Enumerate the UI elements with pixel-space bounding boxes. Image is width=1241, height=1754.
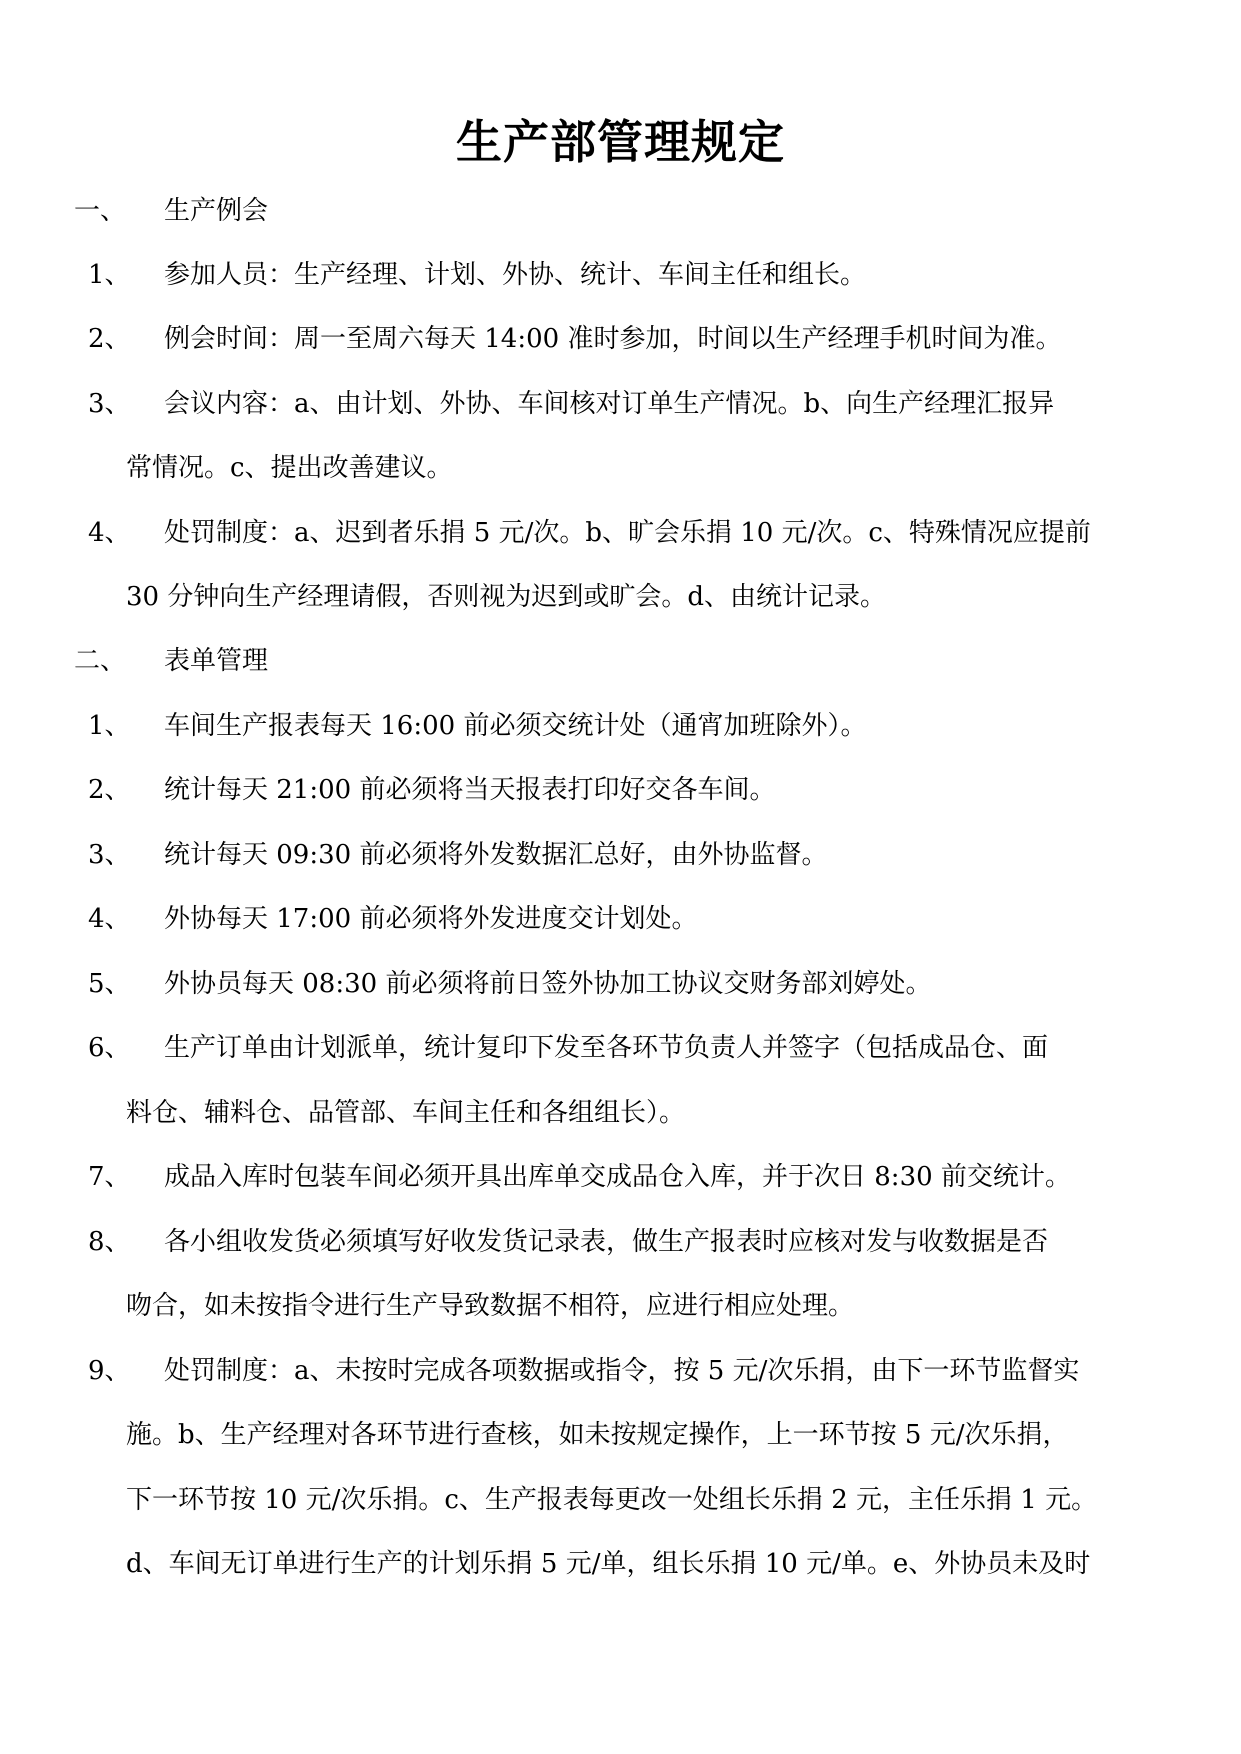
list-item [0, 770, 1241, 810]
section-heading [0, 191, 1241, 231]
list-item [0, 706, 1241, 746]
item-text-continued: 料仓、辅料仓、品管部、车间主任和各组组长）。 [126, 1098, 686, 1128]
list-item [0, 513, 1241, 553]
section-title: 生产例会 [164, 196, 269, 226]
list-item [0, 255, 1241, 295]
list-item-continuation [0, 1093, 1241, 1133]
item-text: 统计每天 21:00 前必须将当天报表打印好交各车间。 [164, 775, 776, 805]
item-number: 5、 [88, 969, 131, 999]
list-item-continuation [0, 1480, 1241, 1520]
item-number: 1、 [88, 711, 131, 741]
item-text: 外协员每天 08:30 前必须将前日签外协加工协议交财务部刘婷处。 [164, 969, 932, 999]
item-number: 6、 [88, 1033, 131, 1063]
item-number: 9、 [88, 1356, 131, 1386]
item-number: 4、 [88, 904, 131, 934]
item-text-continued: 30 分钟向生产经理请假，否则视为迟到或旷会。d、由统计记录。 [126, 582, 886, 612]
list-item [0, 835, 1241, 875]
item-text: 各小组收发货必须填写好收发货记录表，做生产报表时应核对发与收数据是否 [164, 1227, 1049, 1257]
item-text-continued: d、车间无订单进行生产的计划乐捐 5 元/单，组长乐捐 10 元/单。e、外协员未及时 [126, 1549, 1091, 1579]
item-number: 7、 [88, 1162, 131, 1192]
item-text: 外协每天 17:00 前必须将外发进度交计划处。 [164, 904, 698, 934]
list-item-continuation [0, 577, 1241, 617]
list-item [0, 899, 1241, 939]
list-item [0, 1222, 1241, 1262]
item-text-continued: 施。b、生产经理对各环节进行查核，如未按规定操作，上一环节按 5 元/次乐捐， [126, 1420, 1069, 1450]
item-number: 4、 [88, 518, 131, 548]
list-item [0, 1157, 1241, 1197]
item-number: 2、 [88, 775, 131, 805]
list-item [0, 1351, 1241, 1391]
item-text: 生产订单由计划派单，统计复印下发至各环节负责人并签字（包括成品仓、面 [164, 1033, 1049, 1063]
section-heading [0, 641, 1241, 681]
item-text: 处罚制度：a、未按时完成各项数据或指令，按 5 元/次乐捐，由下一环节监督实 [164, 1356, 1080, 1386]
item-number: 1、 [88, 260, 131, 290]
item-number: 2、 [88, 324, 131, 354]
list-item [0, 384, 1241, 424]
item-text-continued: 吻合，如未按指令进行生产导致数据不相符，应进行相应处理。 [126, 1291, 855, 1321]
item-text: 会议内容：a、由计划、外协、车间核对订单生产情况。b、向生产经理汇报异 [164, 389, 1055, 419]
item-text: 例会时间：周一至周六每天 14:00 准时参加，时间以生产经理手机时间为准。 [164, 324, 1062, 354]
list-item-continuation [0, 1286, 1241, 1326]
item-number: 3、 [88, 840, 131, 870]
section-title: 表单管理 [164, 646, 269, 676]
list-item [0, 1028, 1241, 1068]
item-text: 成品入库时包装车间必须开具出库单交成品仓入库，并于次日 8:30 前交统计。 [164, 1162, 1071, 1192]
item-number: 8、 [88, 1227, 131, 1257]
item-text: 车间生产报表每天 16:00 前必须交统计处（通宵加班除外）。 [164, 711, 867, 741]
document-title: 生产部管理规定 [456, 115, 785, 169]
section-number: 二、 [74, 646, 127, 676]
section-number: 一、 [74, 196, 127, 226]
item-text: 参加人员：生产经理、计划、外协、统计、车间主任和组长。 [164, 260, 867, 290]
item-text: 处罚制度：a、迟到者乐捐 5 元/次。b、旷会乐捐 10 元/次。c、特殊情况应提前 [164, 518, 1091, 548]
list-item-continuation [0, 448, 1241, 488]
item-text: 统计每天 09:30 前必须将外发数据汇总好，由外协监督。 [164, 840, 828, 870]
item-text-continued: 常情况。c、提出改善建议。 [126, 453, 453, 483]
item-text-continued: 下一环节按 10 元/次乐捐。c、生产报表每更改一处组长乐捐 2 元，主任乐捐 1 元。 [126, 1485, 1098, 1515]
list-item [0, 964, 1241, 1004]
item-number: 3、 [88, 389, 131, 419]
list-item-continuation [0, 1415, 1241, 1455]
list-item-continuation [0, 1544, 1241, 1584]
list-item [0, 319, 1241, 359]
